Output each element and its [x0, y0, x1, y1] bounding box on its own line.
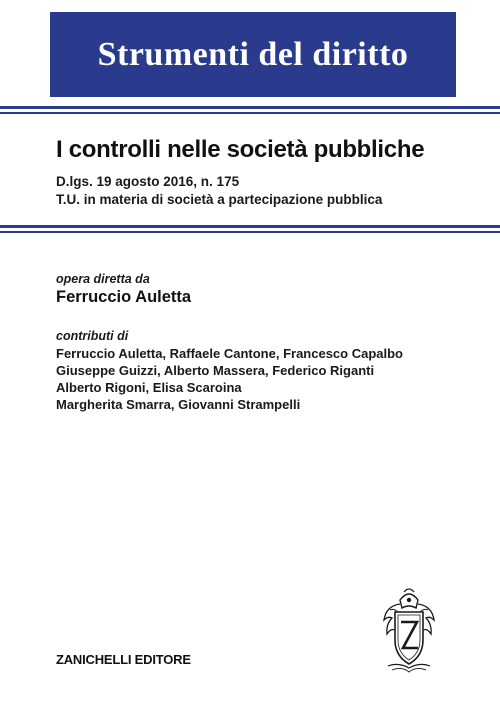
editor-label: opera diretta da [56, 272, 150, 286]
subtitle-description: T.U. in materia di società a partecipazione pubblica [56, 192, 383, 207]
top-divider-thick [0, 106, 500, 109]
series-banner [50, 12, 456, 97]
zanichelli-logo-icon [378, 586, 440, 674]
editor-name: Ferruccio Auletta [56, 288, 192, 306]
bottom-divider-thin [0, 231, 500, 233]
contributors-line: Giuseppe Guizzi, Alberto Massera, Federico Riganti [56, 363, 375, 378]
contributors-line: Margherita Smarra, Giovanni Strampelli [56, 397, 301, 412]
bottom-divider-thick [0, 225, 500, 228]
publisher-name: ZANICHELLI EDITORE [56, 652, 191, 667]
book-title: I controlli nelle società pubbliche [56, 136, 425, 163]
subtitle-decree: D.lgs. 19 agosto 2016, n. 175 [56, 174, 240, 189]
contributors-label: contributi di [56, 329, 129, 343]
contributors-line: Alberto Rigoni, Elisa Scaroina [56, 380, 242, 395]
contributors-list [56, 345, 403, 413]
top-divider-thin [0, 112, 500, 114]
series-title: Strumenti del diritto [97, 35, 409, 73]
contributors-line: Ferruccio Auletta, Raffaele Cantone, Francesco Capalbo [56, 346, 403, 361]
